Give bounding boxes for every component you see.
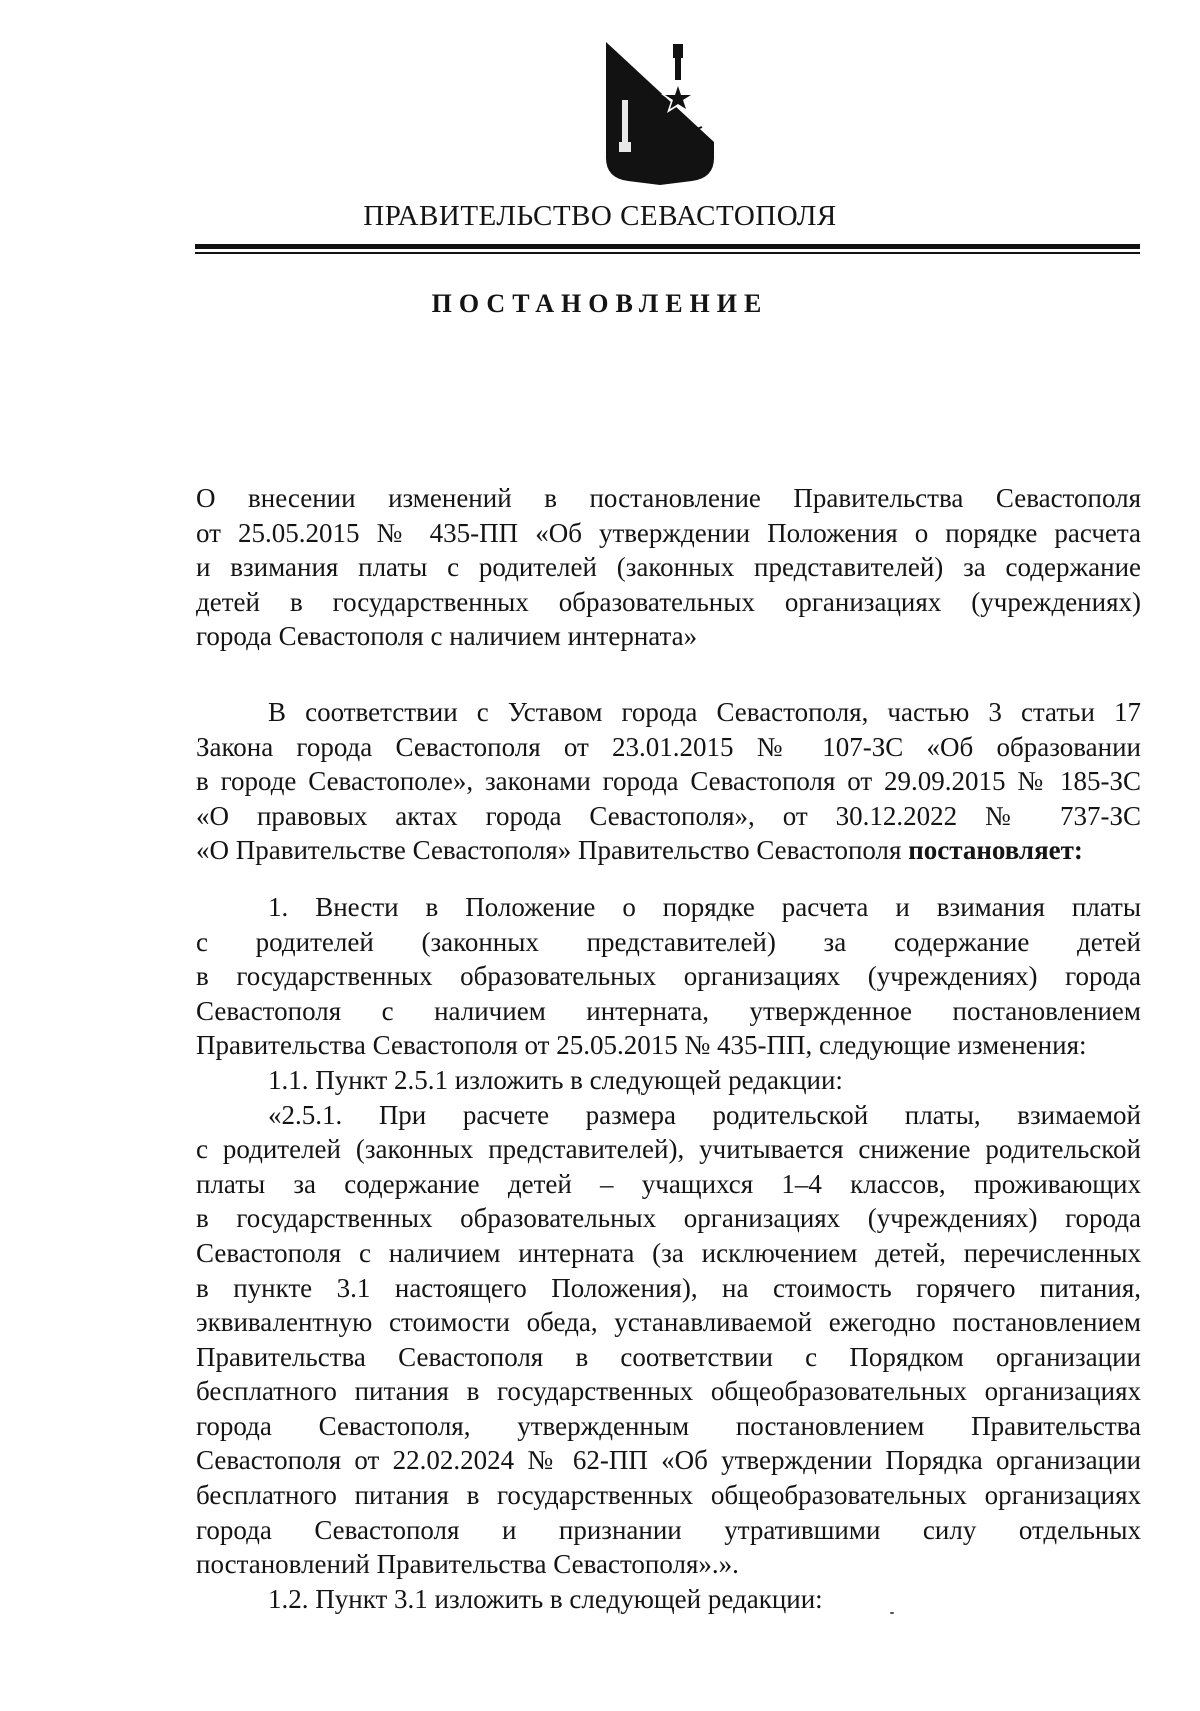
title-line: города Севастополя с наличием интерната» [196,621,698,652]
item-1-1-line: в пункте 3.1 настоящего Положения), на стоимость горячего питания, [196,1272,1141,1303]
resolution-keyword: постановляет: [908,835,1083,866]
item-1-line: Правительства Севастополя от 25.05.2015 № 435-ПП, следующие изменения: [196,1030,1087,1061]
item-1-1-line: постановлений Правительства Севастополя».». [196,1549,739,1580]
document-type: ПОСТАНОВЛЕНИЕ [431,289,769,318]
item-1-1-line: бесплатного питания в государственных общеобразовательных организациях [196,1376,1141,1407]
item-1-1-line: города Севастополя, утвержденным постановлением Правительства [196,1410,1141,1441]
item-1-1-line: Севастополя с наличием интерната (за исключением детей, перечисленных [196,1237,1141,1268]
header-rule-thick [195,244,1140,249]
title-line: детей в государственных образовательных организациях (учреждениях) [196,586,1141,617]
item-1-line: в государственных образовательных организациях (учреждениях) города [196,961,1141,992]
preamble-line: в городе Севастополе», законами города Севастополя от 29.09.2015 № 185-ЗС [196,766,1141,797]
document-title [196,481,1141,654]
item-1-1-line: Севастополя от 22.02.2024 № 62-ПП «Об утверждении Порядка организации [196,1445,1141,1476]
preamble-line-last [196,833,1141,868]
preamble-line: В соответствии с Уставом города Севастополя, частью 3 статьи 17 [268,697,1141,727]
item-1-1 [196,1063,1141,1582]
preamble-text: «О Правительстве Севастополя» Правительство Севастополя [196,835,902,866]
item-1-1-line: «2.5.1. При расчете размера родительской платы, взимаемой [268,1099,1141,1130]
title-line: и взимания платы с родителей (законных представителей) за содержание [196,552,1141,583]
item-1-2 [196,1582,1141,1617]
item-1-line: Севастополя с наличием интерната, утвержденное постановлением [196,995,1141,1026]
item-1-1-line: платы за содержание детей – учащихся 1–4 классов, проживающих [196,1168,1141,1199]
item-1-1-line: города Севастополя и признании утратившими силу отдельных [196,1514,1141,1545]
preamble [196,695,1141,868]
sevastopol-coat-of-arms-icon [600,38,720,188]
organization-name: ПРАВИТЕЛЬСТВО СЕВАСТОПОЛЯ [363,200,837,232]
title-line: от 25.05.2015 № 435-ПП «Об утверждении Положения о порядке расчета [196,517,1141,548]
item-1-2-heading: 1.2. Пункт 3.1 изложить в следующей редакции: [268,1583,823,1614]
document-body [196,695,1141,1616]
item-1-line: 1. Внести в Положение о порядке расчета и взимания платы [268,891,1141,922]
item-1-1-line: бесплатного питания в государственных общеобразовательных организациях [196,1480,1141,1511]
item-1 [196,890,1141,1063]
item-1-line: с родителей (законных представителей) за содержание детей [196,926,1141,957]
item-1-1-line: Правительства Севастополя в соответствии с Порядком организации [196,1341,1141,1372]
preamble-line: «О правовых актах города Севастополя», от 30.12.2022 № 737-ЗС [196,800,1141,831]
item-1-1-line: с родителей (законных представителей), учитывается снижение родительской [196,1134,1141,1165]
header-rule-thin [195,252,1140,254]
item-1-1-line: в государственных образовательных организациях (учреждениях) города [196,1203,1141,1234]
item-1-1-line: эквивалентную стоимости обеда, устанавливаемой ежегодно постановлением [196,1307,1141,1338]
preamble-line: Закона города Севастополя от 23.01.2015 № 107-ЗС «Об образовании [196,731,1141,762]
scan-speck [890,1612,894,1614]
item-1-1-heading: 1.1. Пункт 2.5.1 изложить в следующей редакции: [268,1064,843,1095]
title-line: О внесении изменений в постановление Правительства Севастополя [196,483,1141,513]
